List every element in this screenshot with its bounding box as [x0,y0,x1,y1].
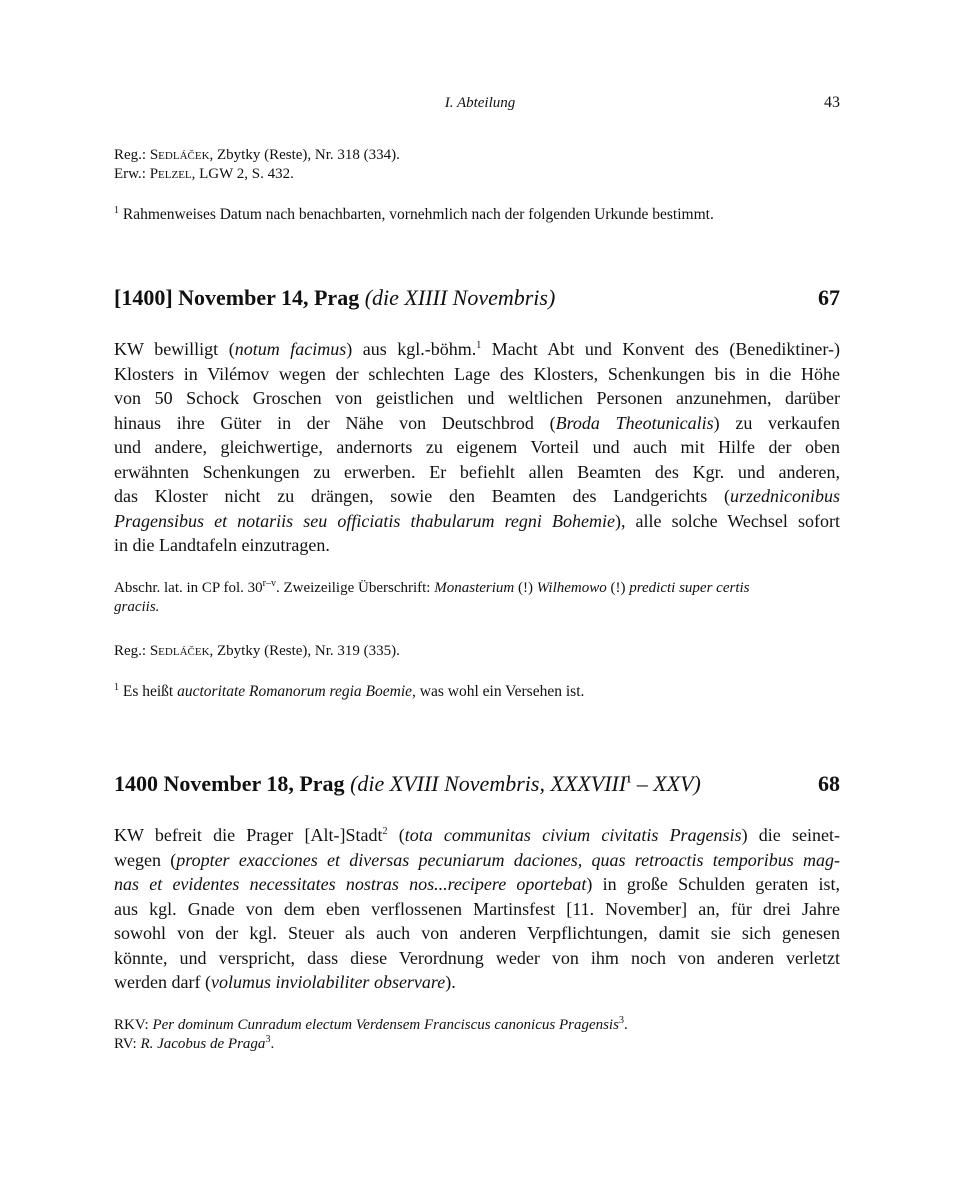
footnote-ref: 1 [476,340,482,351]
entry-67-heading: [1400] November 14, Prag (die XIIII Novembris) 67 [114,285,840,310]
footnote-mark: 1 [114,681,119,693]
entry-67-body: KW bewilligt (notum facimus) aus kgl.-böhm.$^1$ Macht Abt und Konvent des (Benediktiner-) Klosters in Vilémov wegen der schlechten Lage des Klosters, Schenkungen bis in die Höhe von 50 Schock Groschen von geistlichen und weltlichen Personen anzunehmen, darüber hinaus ihre Güter in der Nähe von Deutschbrod (Broda Theotunicalis) zu verkaufen und andere, gleichwertige, andernorts zu eigenem Vorteil und auch mit Hilfe der oben erwähnten Schenkungen zu erwerben. Er befiehlt allen Beamten des Kgr. und anderen, das Kloster nicht zu drängen, sowie den Beamten des Landgerichts (urzedniconibus Pragensibus et notariis seu officiatis thabularum regni Bohemie), alle solche Wechsel sofort in die Landtafeln einzutragen. [114,339,841,555]
entry-67-footnote: $^1$ Es heißt auctoritate Romanorum regia Boemie, was wohl ein Versehen ist. [114,681,585,700]
author-name: Pelzel [149,166,192,182]
page-number: 43 [824,94,840,111]
rkv-line: RKV: Per dominum Cunradum electum Verdensem Franciscus canonicus Pragensis$^3$. [114,1015,628,1033]
prev-footnote: $^1$ Rahmenweises Datum nach benachbarten, vornehmlich nach der folgenden Urkunde bestimmt. [114,204,714,223]
entry-number: 67 [818,285,840,310]
entry-68-registry-notes [114,1016,844,1054]
entry-68-heading: 1400 November 18, Prag (die XVIII Novembris, XXXVIII$^1$ – XXV) 68 [114,771,840,796]
footnote-ref: 2 [382,826,388,837]
entry-number: 68 [818,771,840,796]
erw-line: Erw.: Pelzel, LGW 2, S. 432. [114,166,294,182]
author-name: Sedláček [149,147,210,163]
reg-line: Reg.: Sedláček, Zbytky (Reste), Nr. 318 (334). [114,147,400,163]
prev-entry-references [114,146,844,184]
author-name: Sedláček [149,643,210,659]
footnote-mark: 1 [114,204,119,216]
rv-line: RV: R. Jacobus de Praga$^3$. [114,1034,275,1052]
entry-67-reg-line: Reg.: Sedláček, Zbytky (Reste), Nr. 319 (335). [114,643,400,659]
entry-68-body: KW befreit die Prager [Alt-]Stadt$^2$ (tota communitas civium civitatis Pragensis) die seinet- wegen (propter exacciones et diversas pecuniarum daciones, quas retroactis temporibus mag- nas et evidentes necessitates nostras nos...recipere oportebat) in große Schulden geraten ist, aus kgl. Gnade von dem eben verflossenen Martinsfest [11. November] an, für drei Jahre sowohl von der kgl. Steuer als auch von anderen Verpflichtungen, damit sie sich genesen könnte, und verspricht, dass diese Verordnung weder von ihm noch von anderen verletzt werden darf (volumus inviolabiliter observare). [114,825,840,992]
running-title: I. Abteilung [444,95,516,111]
entry-67-abschrift: Abschr. lat. in CP fol. 30$^{r-v}$. Zweizeilige Überschrift: Monasterium (!) Wilhemowo (!) predicti super certis graciis. [114,578,750,615]
